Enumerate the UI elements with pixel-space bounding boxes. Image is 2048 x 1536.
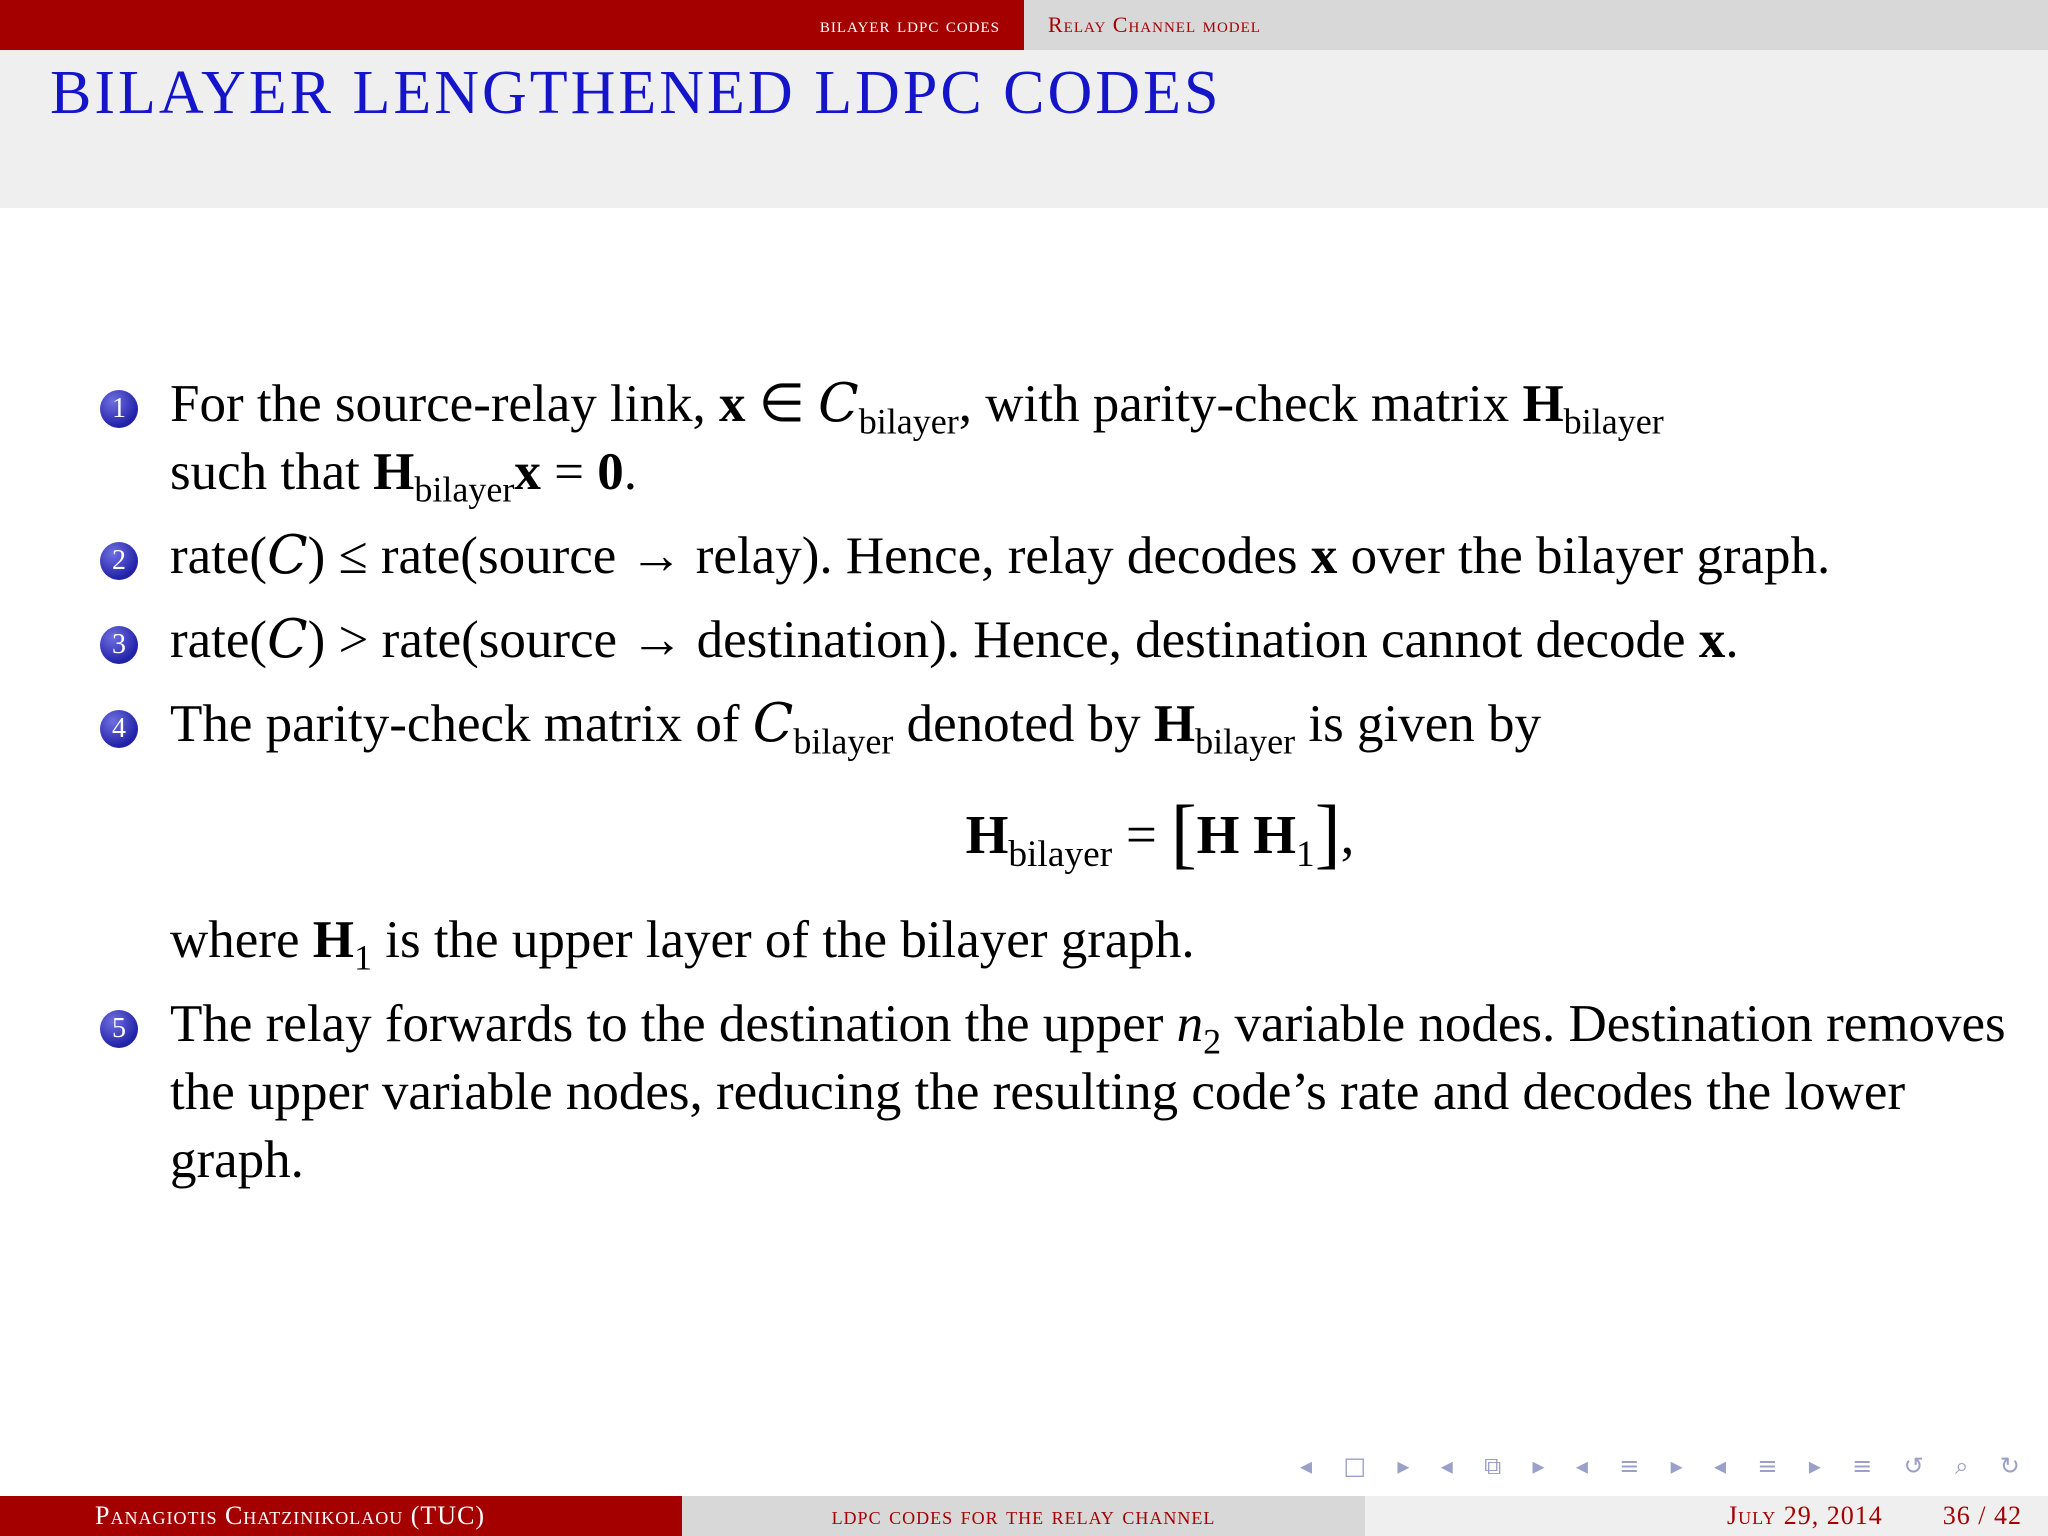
math-x: x [718, 375, 746, 433]
section-navigation-bar [0, 0, 2048, 50]
item-text: , with parity-check matrix [958, 375, 1523, 433]
math-subscript: 2 [1203, 1021, 1222, 1062]
math-equals: = [540, 443, 598, 501]
item-text: For the source-relay link, [170, 375, 719, 433]
item-text: The parity-check matrix of [170, 695, 753, 753]
nav-next-slide-icon[interactable]: ▸ [1532, 1452, 1545, 1480]
footer-title [682, 1496, 1365, 1536]
item-text: over the bilayer graph. [1337, 527, 1831, 585]
item-text: denoted by [893, 695, 1154, 753]
math-subscript: bilayer [1563, 401, 1664, 442]
section-right-panel [1024, 0, 2048, 50]
nav-next-section-icon[interactable]: ▸ [1808, 1452, 1821, 1480]
bullet-number: 1 [100, 390, 138, 428]
math-subscript: bilayer [414, 469, 515, 510]
math-code-C: C [267, 609, 308, 670]
talk-title-text: ldpc codes for the relay channel [831, 1501, 1216, 1530]
math-subscript: bilayer [1195, 721, 1296, 762]
section-link-bilayer-ldpc-codes[interactable]: bilayer ldpc codes [819, 12, 1000, 37]
math-subscript: bilayer [793, 721, 894, 762]
bullet-number: 4 [100, 710, 138, 748]
nav-forward-icon[interactable]: ↻ [1999, 1452, 2020, 1480]
footer-author [0, 1496, 682, 1536]
item-text: ) > rate(source → destination). Hence, destination cannot decode [307, 611, 1699, 669]
nav-slide-icon[interactable]: ⧉ [1484, 1452, 1502, 1480]
math-H1: H [312, 910, 354, 969]
nav-document-icon[interactable]: ≡ [1852, 1452, 1873, 1480]
math-subscript: bilayer [1008, 833, 1113, 875]
enumerated-list [100, 370, 2020, 1210]
nav-prev-subsection-icon[interactable]: ◂ [1575, 1452, 1588, 1480]
math-H: H [1196, 803, 1240, 865]
bullet-number: 2 [100, 542, 138, 580]
item-text: variable nodes. Destination removes the upper variable nodes, reducing the resulting code’s rate and decodes the lower graph. [170, 994, 2006, 1189]
nav-prev-slide-icon[interactable]: ◂ [1440, 1452, 1453, 1480]
math-left-bracket: [ [1170, 789, 1197, 876]
list-item [100, 990, 2020, 1194]
math-equals: = [1112, 803, 1171, 865]
math-x: x [1698, 611, 1726, 669]
item-text: rate( [170, 611, 268, 669]
math-code-C: C [818, 373, 859, 434]
nav-next-frame-icon[interactable]: ▸ [1397, 1452, 1410, 1480]
list-item [100, 370, 2020, 510]
math-comma: , [1340, 803, 1355, 865]
list-item [100, 690, 2020, 978]
math-code-C: C [752, 693, 794, 754]
math-x: x [514, 443, 541, 501]
math-subscript: 1 [353, 937, 372, 978]
math-subscript: 1 [1295, 833, 1315, 875]
math-subscript: bilayer [858, 401, 959, 442]
item-text: is given by [1295, 695, 1542, 753]
item-text: ) ≤ rate(source → relay). Hence, relay decodes [307, 527, 1311, 585]
item-text: . [1725, 611, 1739, 669]
list-item [100, 606, 2020, 674]
nav-back-icon[interactable]: ↺ [1903, 1452, 1924, 1480]
item-text: The relay forwards to the destination the upper [170, 994, 1177, 1053]
math-in: ∈ [745, 375, 819, 433]
slide-title: BILAYER LENGTHENED LDPC CODES [50, 59, 1222, 127]
math-H: H [1153, 695, 1196, 753]
item-text: . [623, 443, 638, 501]
math-H1: H [1253, 803, 1296, 865]
page-number: 36 / 42 [1942, 1501, 2022, 1530]
nav-prev-frame-icon[interactable]: ◂ [1300, 1452, 1313, 1480]
nav-section-icon[interactable]: ≡ [1757, 1452, 1778, 1480]
author-text: Panagiotis Chatzinikolaou (TUC) [95, 1501, 486, 1530]
item-text: rate( [170, 527, 268, 585]
display-equation [170, 788, 2020, 880]
item-text: is the upper layer of the bilayer graph. [371, 910, 1195, 969]
date-text: July 29, 2014 [1726, 1501, 1883, 1530]
math-zero-vector: 0 [597, 443, 624, 501]
math-H: H [965, 803, 1009, 865]
list-item [100, 522, 2020, 590]
math-right-bracket: ] [1314, 789, 1341, 876]
footer-date-page [1365, 1496, 2048, 1536]
nav-search-icon[interactable]: ⌕ [1955, 1452, 1969, 1480]
beamer-navigation-symbols [1300, 1448, 2020, 1484]
footline [0, 1496, 2048, 1536]
math-H: H [373, 443, 415, 501]
math-n: n [1176, 994, 1204, 1053]
math-x: x [1310, 527, 1338, 585]
item-text: where [170, 910, 313, 969]
nav-next-subsection-icon[interactable]: ▸ [1670, 1452, 1683, 1480]
nav-prev-section-icon[interactable]: ◂ [1714, 1452, 1727, 1480]
nav-frame-icon[interactable]: □ [1343, 1452, 1367, 1480]
math-H: H [1522, 375, 1564, 433]
math-code-C: C [267, 525, 308, 586]
bullet-number: 5 [100, 1010, 138, 1048]
section-left-panel [0, 0, 1024, 50]
bullet-number: 3 [100, 626, 138, 664]
item-text: such that [170, 443, 374, 501]
section-link-relay-channel-model[interactable]: Relay Channel model [1048, 12, 1261, 37]
nav-subsection-icon[interactable]: ≡ [1619, 1452, 1640, 1480]
